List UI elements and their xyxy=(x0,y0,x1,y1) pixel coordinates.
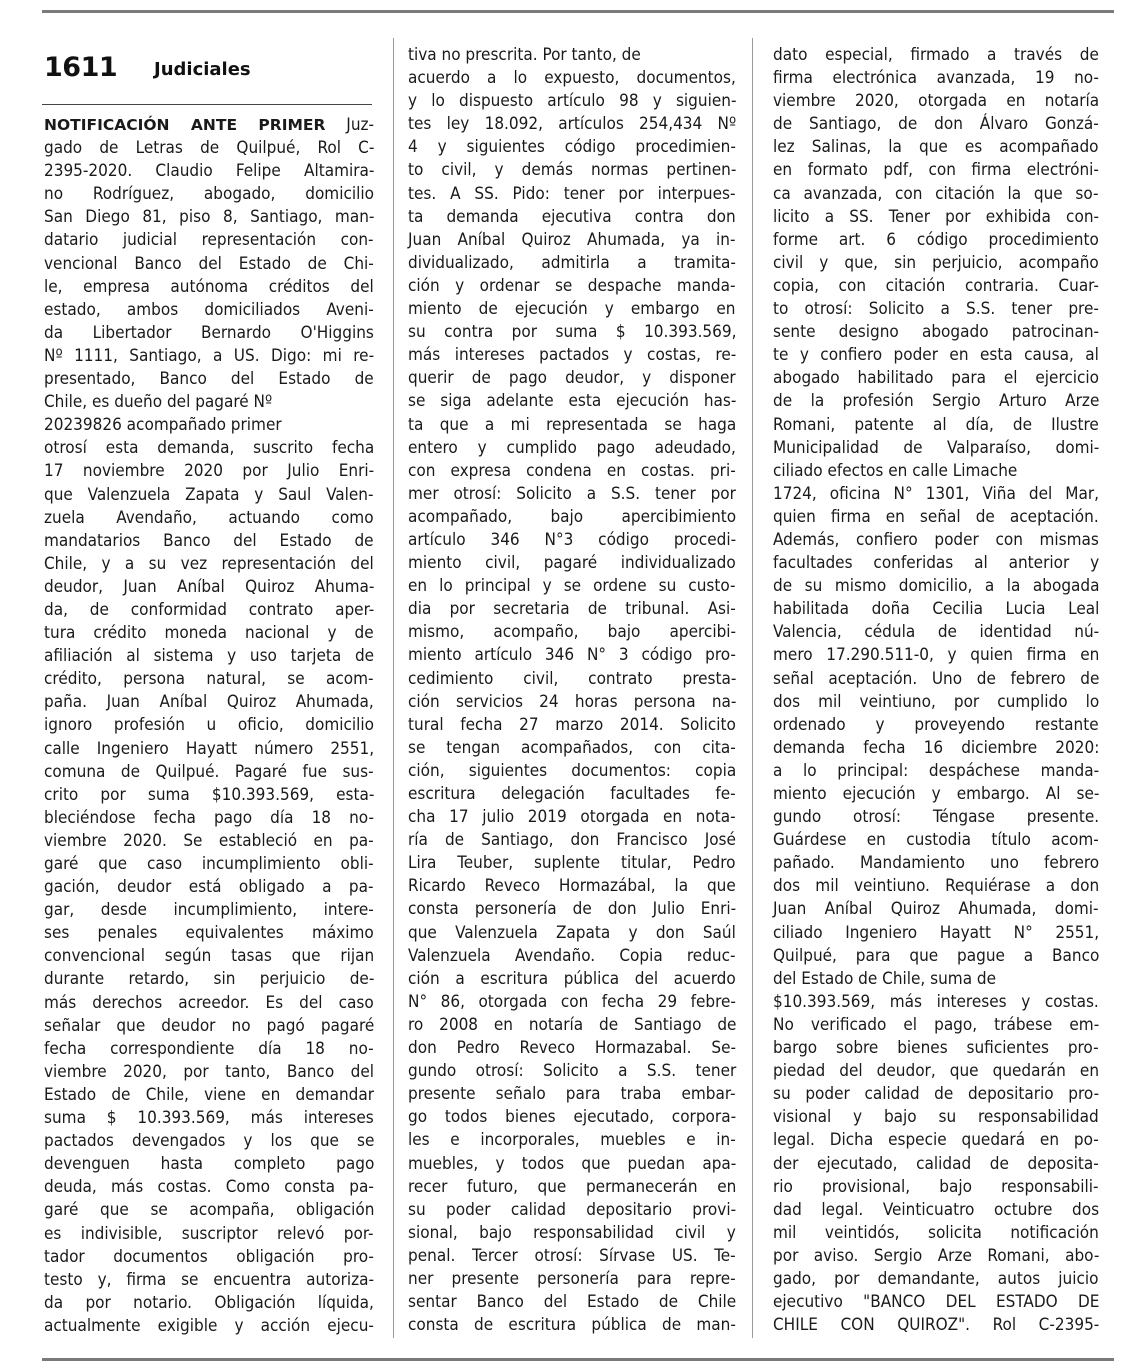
text-line: presente señalo para traba embar- xyxy=(408,1084,736,1105)
header-divider xyxy=(42,104,372,105)
text-line: se tengan acompañados, con cita- xyxy=(408,737,736,758)
text-line: ta que a mi representada se haga xyxy=(408,414,737,435)
text-line: querir de pago deudor, y disponer xyxy=(408,368,736,389)
text-line: le, empresa autónoma créditos del xyxy=(44,276,374,297)
text-line: recer futuro, que permanecerán en xyxy=(408,1176,737,1197)
column-divider-2 xyxy=(752,38,753,1338)
text-line: mero 17.290.511-0, y quien firma en xyxy=(773,645,1100,666)
text-line: tes ley 18.092, artículos 254,434 Nº xyxy=(408,114,737,135)
text-line: Nº 1111, Santiago, a US. Digo: mi re- xyxy=(44,345,375,366)
text-line: sentar Banco del Estado de Chile xyxy=(408,1292,737,1313)
text-line: ejecutivo "BANCO DEL ESTADO DE xyxy=(773,1292,1100,1313)
text-line: presentado, Banco del Estado de xyxy=(44,369,374,390)
text-line: gado, por demandante, autos juicio xyxy=(773,1268,1099,1289)
text-line: miento de ejecución y embargo en xyxy=(408,299,736,320)
text-line: fecha correspondiente día 18 no- xyxy=(44,1038,374,1059)
text-line: crito por suma $10.393.569, esta- xyxy=(44,784,375,805)
text-line: les e incorporales, muebles e in- xyxy=(408,1130,736,1151)
text-line: ta demanda ejecutiva contra don xyxy=(408,206,736,227)
text-line: Además, confiero poder con mismas xyxy=(773,529,1099,550)
text-line: 20239826 acompañado primer xyxy=(44,415,282,436)
text-line: penal. Tercer otrosí: Sírvase US. Te- xyxy=(408,1245,736,1266)
text-line: datario judicial representación con- xyxy=(44,230,374,251)
text-line: Estado de Chile, viene en demandar xyxy=(44,1084,375,1105)
text-line: devenguen hasta completo pago xyxy=(44,1154,375,1175)
text-line: dia por secretaria de tribunal. Asi- xyxy=(408,599,736,620)
text-line: paña. Juan Aníbal Quiroz Ahumada, xyxy=(44,692,374,713)
text-line: acompañado, bajo apercibimiento xyxy=(408,506,737,527)
text-line: gado de Letras de Quilpué, Rol C- xyxy=(44,138,375,159)
text-line: sional, bajo responsabilidad civil y xyxy=(408,1222,736,1243)
text-line: ordenado y proveyendo restante xyxy=(773,714,1099,735)
text-line: mismo, acompaño, bajo apercibi- xyxy=(408,622,737,643)
text-line: deudor, Juan Aníbal Quiroz Ahuma- xyxy=(44,576,375,597)
text-line: forme art. 6 código procedimiento xyxy=(773,229,1099,250)
page-number: 1611 xyxy=(44,52,118,83)
page-header xyxy=(42,52,372,90)
text-line: pañado. Mandamiento uno febrero xyxy=(773,853,1100,874)
text-line: gar, desde incumplimiento, intere- xyxy=(44,900,374,921)
text-line: Chile, es dueño del pagaré Nº xyxy=(44,392,273,413)
text-line: ro 2008 en notaría de Santiago de xyxy=(408,1014,737,1035)
text-line: gundo otrosí: Téngase presente. xyxy=(773,807,1100,828)
top-divider xyxy=(42,10,1114,13)
text-line: crédito, persona natural, se acom- xyxy=(44,669,374,690)
text-line: ción servicios 24 horas persona na- xyxy=(408,691,737,712)
text-line: en formato pdf, con firma electróni- xyxy=(773,160,1099,181)
column-1-lines xyxy=(44,137,374,1338)
text-line: abogado habilitado para el ejercicio xyxy=(773,368,1100,389)
text-line: N° 86, otorgada con fecha 29 febre- xyxy=(408,991,736,1012)
section-title: Judiciales xyxy=(154,59,251,80)
text-line: ría de Santiago, don Francisco José xyxy=(408,830,736,851)
text-line: Valencia, cédula de identidad nú- xyxy=(773,622,1100,643)
text-line: mil veintidós, solicita notificación xyxy=(773,1222,1099,1243)
text-line: CHILE CON QUIROZ". Rol C-2395- xyxy=(773,1315,1100,1336)
text-line: Guárdese en custodia título acom- xyxy=(773,830,1099,851)
text-line: firma electrónica avanzada, 19 no- xyxy=(773,68,1099,89)
text-line: tural fecha 27 marzo 2014. Solicito xyxy=(408,714,736,735)
text-line: 2395-2020. Claudio Felipe Altamira- xyxy=(44,161,375,182)
text-line: to otrosí: Solicito a S.S. tener pre- xyxy=(773,299,1099,320)
text-line: da Libertador Bernardo O'Higgins xyxy=(44,322,374,343)
text-line: go todos bienes ejecutado, corpora- xyxy=(408,1107,737,1128)
text-line: 1724, oficina N° 1301, Viña del Mar, xyxy=(773,483,1099,504)
text-line: No verificado el pago, trábese em- xyxy=(773,1014,1100,1035)
text-line: San Diego 81, piso 8, Santiago, man- xyxy=(44,207,375,228)
text-line: rio provisional, bajo responsabili- xyxy=(773,1176,1099,1197)
text-line: mandatarios Banco del Estado de xyxy=(44,530,374,551)
text-line: dato especial, firmado a través de xyxy=(773,45,1099,65)
text-line: afiliación al sistema y uso tarjeta de xyxy=(44,646,375,667)
text-line: tador documentos obligación pro- xyxy=(44,1246,374,1267)
text-line: viembre 2020. Se estableció en pa- xyxy=(44,830,374,851)
text-line: piedad del deudor, que quedarán en xyxy=(773,1061,1100,1082)
text-line: artículo 346 N°3 código procedi- xyxy=(408,529,737,550)
text-line: estado, ambos domiciliados Aveni- xyxy=(44,299,374,320)
text-line: de Santiago, de don Álvaro Gonzá- xyxy=(773,114,1099,135)
text-line: bleciéndose fecha pago día 18 no- xyxy=(44,807,374,828)
text-line: dos mil veintiuno, por cumplido lo xyxy=(773,691,1100,712)
text-line: en lo principal y se ordene su custo- xyxy=(408,576,736,597)
text-line: con expresa condena en costas. pri- xyxy=(408,460,736,481)
text-line: Quilpué, para que pague a Banco xyxy=(773,945,1100,966)
text-line: calle Ingeniero Hayatt número 2551, xyxy=(44,738,375,759)
text-line: bargo sobre bienes suficientes pro- xyxy=(773,1038,1099,1059)
text-line: don Pedro Reveco Hormazabal. Se- xyxy=(408,1038,737,1059)
text-line: miento artículo 346 N° 3 código pro- xyxy=(408,645,736,666)
text-line: Valenzuela Avendaño. Copia reduc- xyxy=(408,945,736,966)
notice-column-1 xyxy=(44,114,374,1338)
text-line: te y confiero poder en esta causa, al xyxy=(773,345,1099,366)
text-line: del Estado de Chile, suma de xyxy=(773,968,997,989)
text-line: no Rodríguez, abogado, domicilio xyxy=(44,184,374,205)
text-line: pactados devengados y los que se xyxy=(44,1131,375,1152)
text-line: ciliado Ingeniero Hayatt N° 2551, xyxy=(773,922,1100,943)
text-line: sente designo abogado patrocinan- xyxy=(773,322,1100,343)
text-line: ses penales equivalentes máximo xyxy=(44,923,374,944)
text-line: cha 17 julio 2019 otorgada en nota- xyxy=(408,807,736,828)
text-line: señalar que deudor no pagó pagaré xyxy=(44,1015,375,1036)
notice-lead: NOTIFICACIÓN ANTE PRIMER xyxy=(44,116,326,134)
text-line: gación, deudor está obligado a pa- xyxy=(44,877,374,898)
text-line: comuna de Quilpué. Pagaré fue sus- xyxy=(44,761,374,782)
text-line: da por notario. Obligación líquida, xyxy=(44,1292,374,1313)
text-line: der ejecutado, calidad de deposita- xyxy=(773,1153,1099,1174)
text-line: durante retardo, sin perjuicio de- xyxy=(44,969,375,990)
bottom-divider xyxy=(42,1358,1114,1361)
text-line: ción a escritura pública del acuerdo xyxy=(408,968,736,989)
text-line: de su mismo domicilio, a la abogada xyxy=(773,576,1100,597)
text-line: legal. Dicha especie quedará en po- xyxy=(773,1130,1099,1151)
text-line: a lo principal: despáchese manda- xyxy=(773,760,1100,781)
text-line: dividualizado, admitirla a tramita- xyxy=(408,252,736,273)
text-line: ignoro profesión u oficio, domicilio xyxy=(44,715,375,736)
text-line: y lo dispuesto artículo 98 y siguien- xyxy=(408,91,737,112)
text-line: señal aceptación. Uno de febrero de xyxy=(773,668,1100,689)
text-line: ner presente personería para repre- xyxy=(408,1268,736,1289)
text-line: testo y, firma se encuentra autoriza- xyxy=(44,1269,375,1290)
text-line: dos mil veintiuno. Requiérase a don xyxy=(773,876,1100,897)
text-line: civil y que, sin perjuicio, acompaño xyxy=(773,252,1099,273)
text-line: viembre 2020, por tanto, Banco del xyxy=(44,1061,375,1082)
text-line: escritura delegación facultades fe- xyxy=(408,784,736,804)
text-line: licito a SS. Tener por exhibida con- xyxy=(773,206,1100,227)
text-line: garé que se acompaña, obligación xyxy=(44,1200,375,1221)
text-line: suma $ 10.393.569, más intereses xyxy=(44,1108,374,1129)
text-line: 17 noviembre 2020 por Julio Enri- xyxy=(44,461,375,482)
text-line: cedimiento civil, contrato presta- xyxy=(408,668,737,689)
text-line: viembre 2020, otorgada en notaría xyxy=(773,91,1100,112)
text-line: tiva no prescrita. Por tanto, de xyxy=(408,45,641,65)
notice-first-line-rest: Juz- xyxy=(325,115,375,135)
text-line: demanda fecha 16 diciembre 2020: xyxy=(773,737,1100,758)
text-line: $10.393.569, más intereses y costas. xyxy=(773,991,1099,1012)
text-line: Ricardo Reveco Hormazábal, la que xyxy=(408,876,736,897)
text-line: de la profesión Sergio Arturo Arze xyxy=(773,391,1100,412)
text-line: mer otrosí: Solicito a S.S. tener por xyxy=(408,483,736,504)
text-line: su poder calidad depositario provi- xyxy=(408,1199,737,1220)
text-line: facultades conferidas al anterior y xyxy=(773,553,1100,574)
text-line: que Valenzuela Zapata y don Saúl xyxy=(408,922,736,943)
text-line: copia, con citación contraria. Cuar- xyxy=(773,275,1099,296)
text-line: Juan Aníbal Quiroz Ahumada, domi- xyxy=(773,899,1099,920)
text-line: Juan Aníbal Quiroz Ahumada, ya in- xyxy=(408,229,736,250)
text-line: actualmente exigible y acción ejecu- xyxy=(44,1315,374,1336)
text-line: ción y ordenar se despache manda- xyxy=(408,275,736,296)
text-line: más derechos acreedor. Es del caso xyxy=(44,992,374,1013)
column-divider-1 xyxy=(393,38,394,1338)
text-line: consta de escritura pública de man- xyxy=(408,1315,736,1336)
text-line: zuela Avendaño, actuando como xyxy=(44,507,374,528)
text-line: consta personería de don Julio Enri- xyxy=(408,899,737,920)
text-line: dad legal. Veinticuatro octubre dos xyxy=(773,1199,1100,1220)
text-line: otrosí esta demanda, suscrito fecha xyxy=(44,438,375,459)
notice-column-2 xyxy=(408,44,736,1337)
text-line: da, de conformidad contrato aper- xyxy=(44,599,375,620)
text-line: entero y cumplido pago adeudado, xyxy=(408,437,736,458)
text-line: vencional Banco del Estado de Chi- xyxy=(44,253,374,274)
text-line: por aviso. Sergio Arze Romani, abo- xyxy=(773,1245,1100,1266)
text-line: gundo otrosí: Solicito a S.S. tener xyxy=(408,1061,737,1082)
text-line: 4 y siguientes código procedimien- xyxy=(408,137,736,158)
text-line: más intereses pactados y costas, re- xyxy=(408,345,737,366)
text-line: to civil, y demás normas pertinen- xyxy=(408,160,737,181)
text-line: ción, siguientes documentos: copia xyxy=(408,760,737,781)
text-line: Romani, patente al día, de Ilustre xyxy=(773,414,1099,435)
text-line: quien firma en señal de aceptación. xyxy=(773,506,1099,527)
text-line: garé que caso incumplimiento obli- xyxy=(44,854,374,874)
text-line: tes. A SS. Pido: tener por interpues- xyxy=(408,183,736,204)
text-line: ca avanzada, con citación la que so- xyxy=(773,183,1099,204)
text-line: ciliado efectos en calle Limache xyxy=(773,460,1018,481)
text-line: su poder calidad de depositario pro- xyxy=(773,1084,1100,1105)
notice-column-3 xyxy=(773,44,1099,1337)
text-line: se siga adelante esta ejecución has- xyxy=(408,391,737,412)
text-line: es indivisible, suscriptor relevó por- xyxy=(44,1223,374,1244)
text-line: que Valenzuela Zapata y Saul Valen- xyxy=(44,484,374,505)
text-line: tura crédito moneda nacional y de xyxy=(44,623,374,644)
text-line: su contra por suma $ 10.393.569, xyxy=(408,322,737,343)
text-line: miento civil, pagaré individualizado xyxy=(408,553,736,574)
text-line: habilitada doña Cecilia Lucia Leal xyxy=(773,599,1100,620)
text-line: Chile, y a su vez representación del xyxy=(44,553,374,574)
text-line: muebles, y todos que puedan apa- xyxy=(408,1153,737,1174)
text-line: Lira Teuber, suplente titular, Pedro xyxy=(408,853,736,874)
text-line: Municipalidad de Valparaíso, domi- xyxy=(773,437,1100,458)
text-line: convencional según tasas que rijan xyxy=(44,946,375,967)
text-line: visional y bajo su responsabilidad xyxy=(773,1107,1099,1128)
text-line: deuda, más costas. Como consta pa- xyxy=(44,1177,374,1198)
text-line: lez Salinas, la que es acompañado xyxy=(773,137,1099,158)
text-line: acuerdo a lo expuesto, documentos, xyxy=(408,68,736,89)
notice-first-line xyxy=(44,114,374,137)
text-line: miento ejecución y embargo. Al se- xyxy=(773,784,1100,804)
